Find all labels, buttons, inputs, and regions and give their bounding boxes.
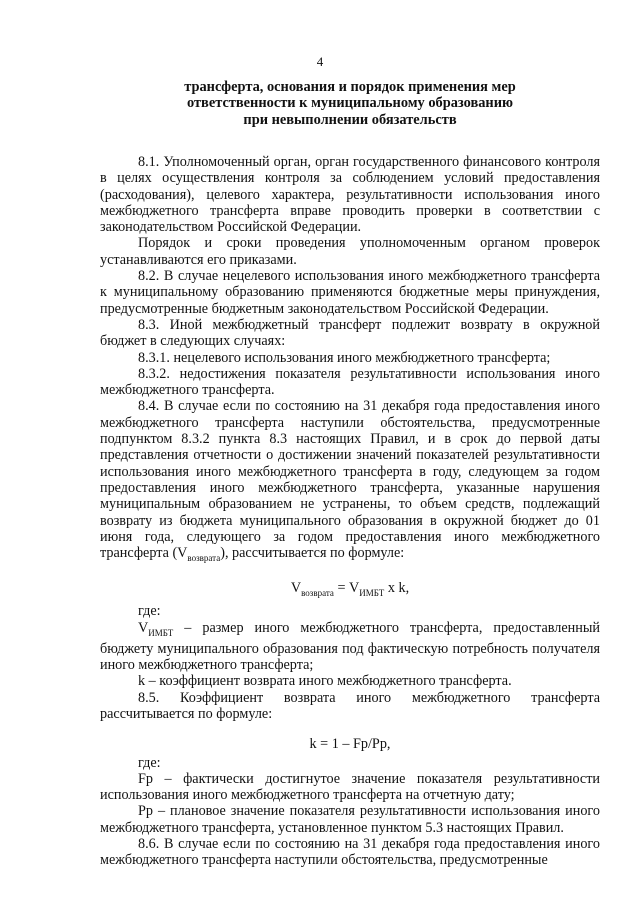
paragraph-8-5: 8.5. Коэффициент возврата иного межбюджетного трансферта рассчитывается по формуле: [100, 689, 600, 722]
paragraph-8-3-1: 8.3.1. нецелевого использования иного межбюджетного трансферта; [138, 349, 551, 366]
formula-end: x k, [384, 580, 410, 597]
title-line: при невыполнении обязательств [243, 111, 457, 128]
paragraph-8-3-2: 8.3.2. недостижения показателя результативности использования иного межбюджетного трансферта. [100, 365, 600, 399]
paragraph-8-6: 8.6. В случае если по состоянию на 31 декабря года предоставления иного межбюджетного трансферта наступили обстоятельства, предусмотренные [100, 836, 600, 869]
paragraph-8-3: 8.3. Иной межбюджетный трансферт подлежит возврату в окружной бюджет в следующих случаях: [100, 316, 600, 350]
section-title [100, 79, 600, 128]
paragraph-8-1: 8.1. Уполномоченный орган, орган государственного финансового контроля в целях осуществления контроля за соблюдением условий предоставления (расходования), целевого характера, результативности использования иного межбюджетного трансферта вправе проводить проверки в соответствии с законодательством Российской Федерации. [100, 154, 600, 236]
subscript-return: возврата [187, 552, 221, 563]
formula-coefficient: k = 1 – Fp/Pp, [309, 736, 391, 753]
where-label: где: [138, 603, 161, 620]
paragraph-k: k – коэффициент возврата иного межбюджетного трансферта. [138, 673, 512, 690]
paragraph-8-4 [100, 398, 600, 566]
paragraph-8-4-tail: ), рассчитывается по формуле: [220, 545, 405, 562]
where-label: где: [138, 754, 161, 771]
var-v: V [138, 619, 149, 636]
paragraph-v-imbt [100, 620, 600, 674]
formula-variable: V [290, 580, 302, 597]
formula-subscript: возврата [301, 588, 334, 599]
page-number: 4 [316, 54, 324, 69]
formula-return-volume [100, 580, 600, 601]
title-line: ответственности к муниципальному образованию [186, 95, 514, 112]
paragraph-8-4-text: 8.4. В случае если по состоянию на 31 декабря года предоставления иного межбюджетного трансферта наступили обстоятельства, предусмотренные подпунктом 8.3.2 пункта 8.3 настоящих Правил, и в срок до первой даты представления отчетности о достижении значений показателей результативности использования иного межбюджетного трансферта в году, следующем за годом предоставления иного межбюджетного трансферта, указанные нарушения муниципальным образованием не устранены, то объем средств, подлежащий возврату из бюджета муниципального образования в окружной бюджет до 01 июня года, следующего за годом предоставления иного межбюджетного трансферта (V [100, 398, 600, 562]
var-v-definition: – размер иного межбюджетного трансферта, предоставленный бюджету муниципального образования под фактическую потребность получателя иного межбюджетного трансферта; [100, 619, 600, 674]
formula-subscript-imbt: ИМБТ [359, 588, 385, 599]
document-body [100, 154, 600, 869]
title-line: трансферта, основания и порядок применения мер [184, 79, 516, 95]
var-v-subscript: ИМБТ [148, 627, 174, 638]
paragraph-fp: Fp – фактически достигнутое значение показателя результативности использования иного межбюджетного трансферта на отчетную дату; [100, 770, 600, 804]
paragraph-pp: Pp – плановое значение показателя результативности использования иного межбюджетного трансферта, установленное пунктом 5.3 настоящих Правил. [100, 803, 600, 836]
formula-equals: = V [333, 580, 360, 597]
paragraph-procedure: Порядок и сроки проведения уполномоченным органом проверок устанавливаются его приказами. [100, 235, 600, 268]
paragraph-8-2: 8.2. В случае нецелевого использования иного межбюджетного трансферта к муниципальному образованию применяются бюджетные меры принуждения, предусмотренные бюджетным законодательством Российской Федерации. [100, 268, 600, 317]
